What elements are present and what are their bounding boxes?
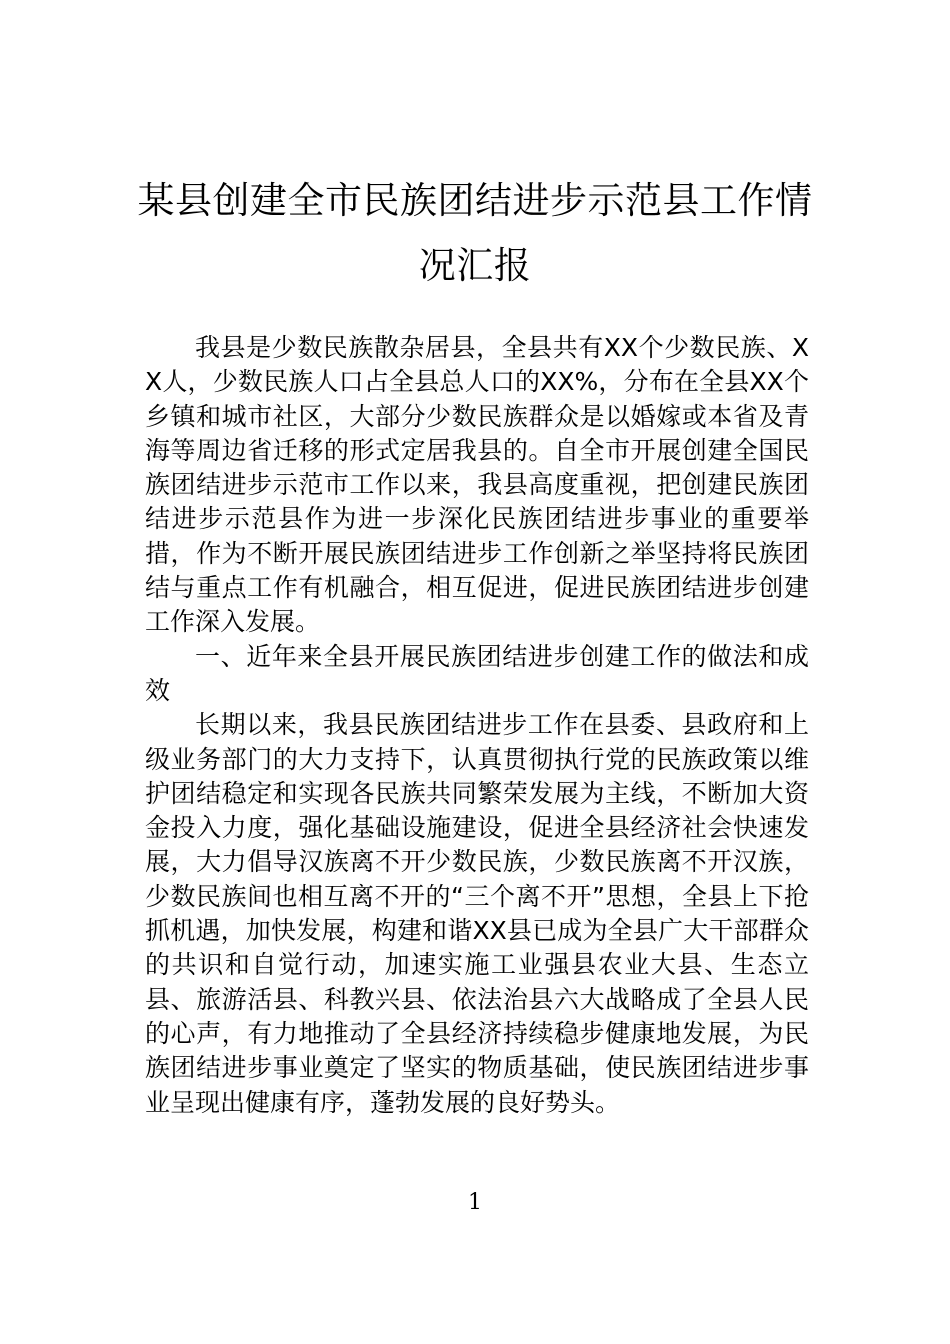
intro-paragraph: 我县是少数民族散杂居县，全县共有XX个少数民族、XX人，少数民族人口占全县总人口的XX%，分布在全县XX个乡镇和城市社区，大部分少数民族群众是以婚嫁或本省及青海等周边省迁移的形式定居我县的。自全市开展创建全国民族团结进步示范市工作以来，我县高度重视，把创建民族团结进步示范县作为进一步深化民族团结进步事业的重要举措，作为不断开展民族团结进步工作创新之举坚持将民族团结与重点工作有机融合，相互促进，促进民族团结进步创建工作深入发展。 <box>145 333 809 637</box>
section-paragraph-1: 长期以来，我县民族团结进步工作在县委、县政府和上级业务部门的大力支持下，认真贯彻执行党的民族政策以维护团结稳定和实现各民族共同繁荣发展为主线，不断加大资金投入力度，强化基础设施建设，促进全县经济社会快速发展，大力倡导汉族离不开少数民族，少数民族离不开汉族，少数民族间也相互离不开的“三个离不开”思想，全县上下抢抓机遇，加快发展，构建和谐XX县已成为全县广大干部群众的共识和自觉行动，加速实施工业强县农业大县、生态立县、旅游活县、科教兴县、依法治县六大战略成了全县人民的心声，有力地推动了全县经济持续稳步健康地发展，为民族团结进步事业奠定了坚实的物质基础，使民族团结进步事业呈现出健康有序，蓬勃发展的良好势头。 <box>145 710 809 1117</box>
page-number: 1 <box>468 1190 482 1215</box>
document-title: 某县创建全市民族团结进步示范县工作情况汇报 <box>137 179 813 287</box>
document-body <box>145 331 809 1120</box>
section-heading-1: 一、近年来全县开展民族团结进步创建工作的做法和成效 <box>145 641 809 705</box>
